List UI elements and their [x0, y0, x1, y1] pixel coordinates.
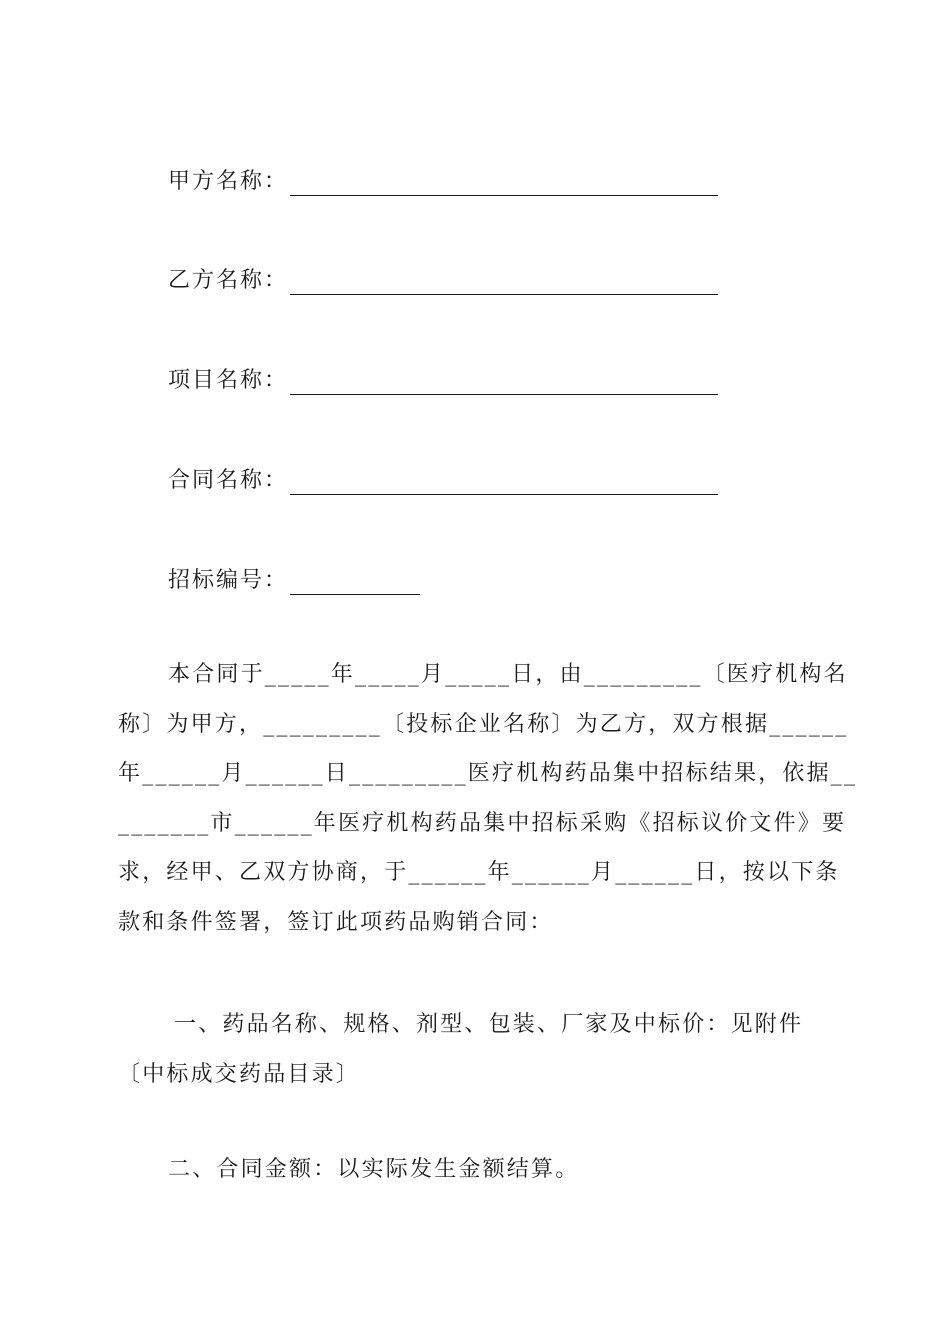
clause-1-line: 一、药品名称、规格、剂型、包装、厂家及中标价：见附件 — [174, 1012, 804, 1037]
party-b-name-blank[interactable] — [290, 268, 718, 295]
party-b-name-field — [168, 259, 718, 295]
tender-number-blank[interactable] — [290, 568, 420, 595]
party-a-name-field — [168, 160, 718, 196]
clause-1 — [118, 1000, 834, 1099]
project-name-blank[interactable] — [290, 368, 718, 395]
preamble-line: 款和条件签署，签订此项药品购销合同： — [118, 909, 554, 935]
tender-number-label: 招标编号： — [168, 568, 289, 593]
preamble-line: 求，经甲、乙双方协商，于______年______月______日，按以下条 — [118, 860, 840, 885]
contract-name-field — [168, 459, 718, 495]
project-name-label: 项目名称： — [168, 368, 289, 393]
clause-1-line: 〔中标成交药品目录〕 — [118, 1061, 361, 1087]
contract-preamble — [118, 650, 858, 947]
preamble-line: 本合同于_____年_____月_____日，由_________〔医疗机构名 — [168, 662, 848, 687]
party-a-name-blank[interactable] — [290, 169, 718, 196]
party-b-name-label: 乙方名称： — [168, 268, 289, 293]
preamble-line: _______市______年医疗机构药品集中招标采购《招标议价文件》要 — [118, 810, 847, 836]
preamble-line: 称〕为甲方，_________〔投标企业名称〕为乙方，双方根据______ — [118, 711, 849, 737]
contract-name-blank[interactable] — [290, 468, 718, 495]
preamble-line: 年______月______日_________医疗机构药品集中招标结果，依据__ — [118, 761, 858, 786]
clause-2: 二、合同金额：以实际发生金额结算。 — [168, 1157, 580, 1182]
tender-number-field — [168, 559, 420, 595]
contract-name-label: 合同名称： — [168, 468, 289, 493]
project-name-field — [168, 359, 718, 395]
party-a-name-label: 甲方名称： — [168, 169, 289, 194]
